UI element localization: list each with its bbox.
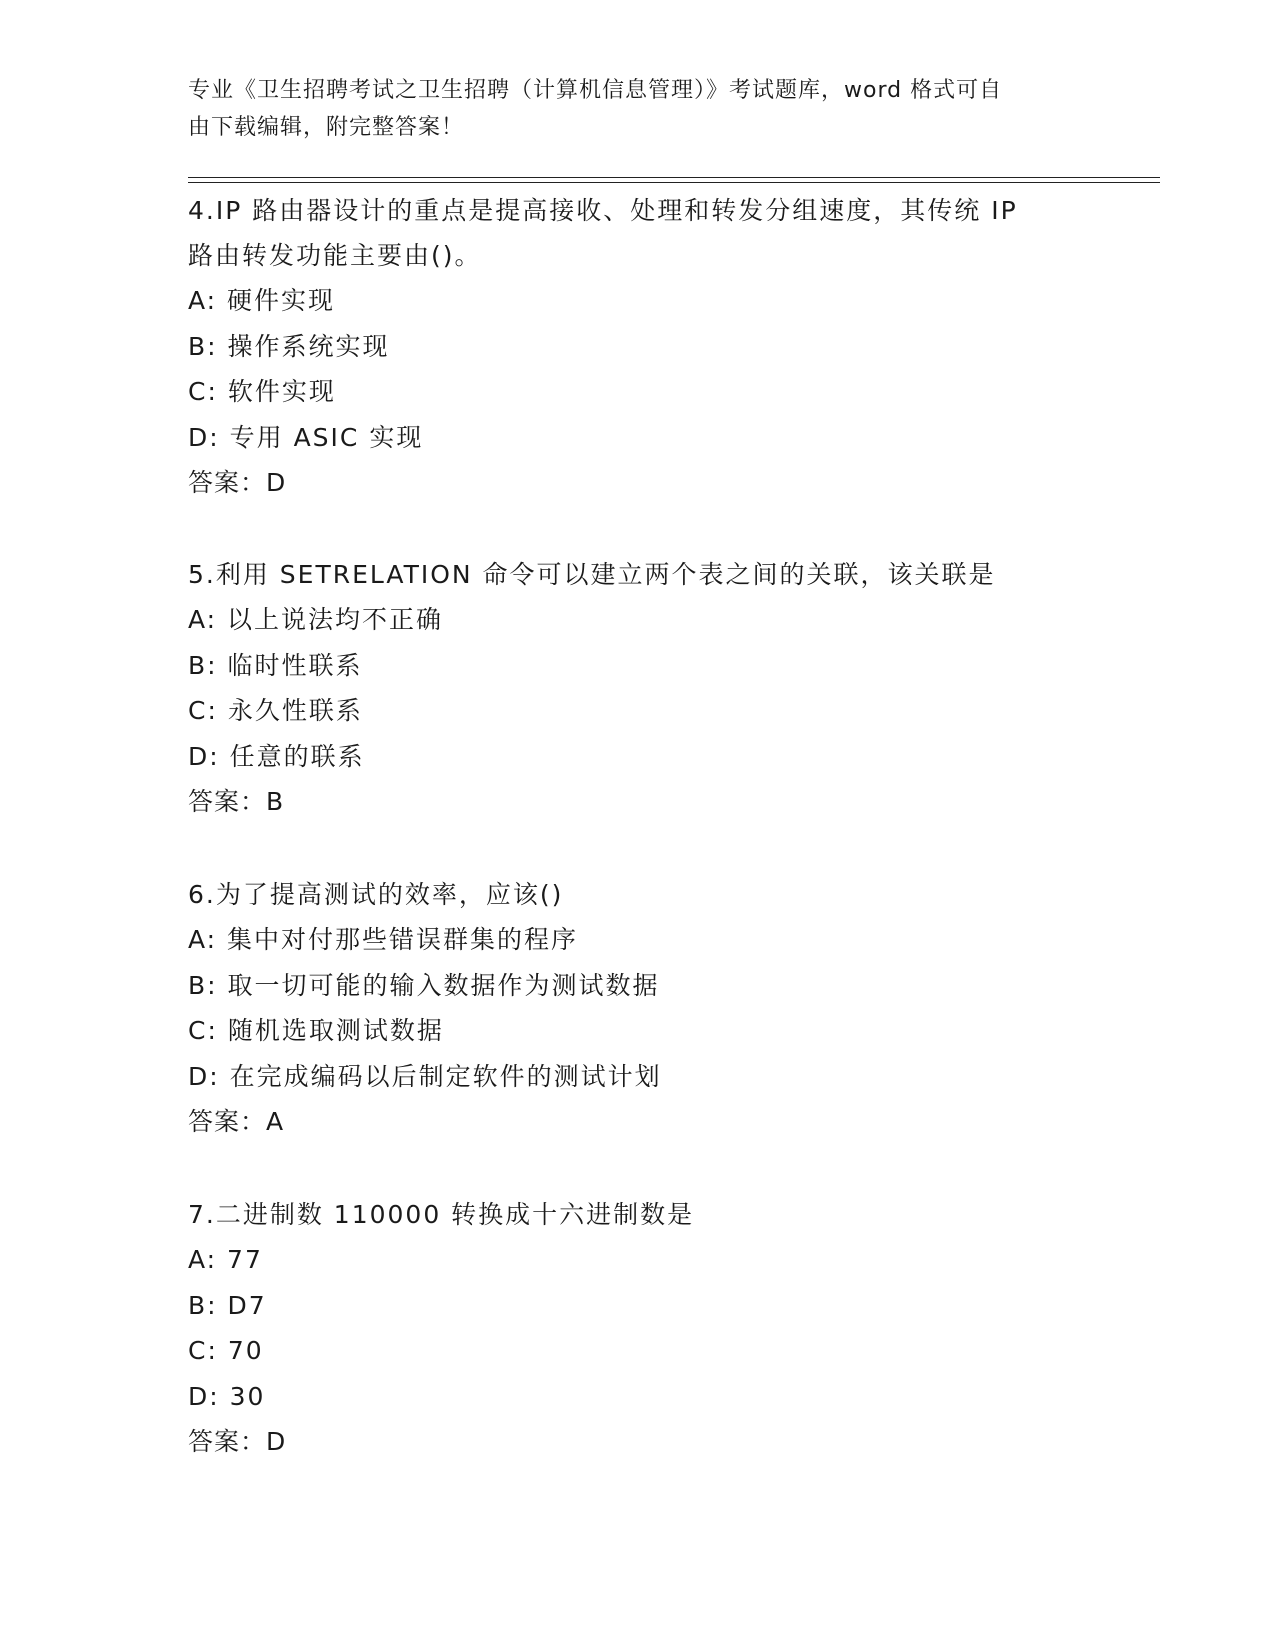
option-a: A: 77 [188, 1245, 263, 1274]
answer-value: B [266, 787, 285, 816]
option-c: C: 软件实现 [188, 377, 336, 406]
document-header [188, 72, 1088, 146]
answer-line [188, 779, 1088, 825]
option-b: B: 临时性联系 [188, 650, 363, 680]
answer-value: D [266, 1427, 287, 1456]
answer-line [188, 1099, 1088, 1145]
option-b: B: 操作系统实现 [188, 331, 390, 361]
header-divider-top [188, 177, 1160, 178]
question-stem: 5.利用 SETRELATION 命令可以建立两个表之间的关联，该关联是 [188, 560, 996, 589]
question-7 [188, 1192, 1088, 1465]
option-d: D: 30 [188, 1381, 266, 1411]
option-c: C: 70 [188, 1336, 264, 1365]
option-a: A: 以上说法均不正确 [188, 605, 444, 634]
answer-value: A [266, 1107, 285, 1136]
question-6 [188, 872, 1088, 1145]
option-b: B: D7 [188, 1290, 267, 1320]
question-stem: 7.二进制数 110000 转换成十六进制数是 [188, 1200, 695, 1229]
option-c: C: 永久性联系 [188, 696, 363, 725]
header-divider-bottom [188, 182, 1160, 183]
option-b: B: 取一切可能的输入数据作为测试数据 [188, 970, 660, 1000]
question-stem: 6.为了提高测试的效率，应该() [188, 880, 564, 909]
option-c: C: 随机选取测试数据 [188, 1016, 444, 1045]
answer-value: D [266, 468, 287, 497]
answer-line [188, 1419, 1088, 1465]
answer-line [188, 460, 1088, 506]
answer-label: 答案： [188, 787, 267, 816]
option-a: A: 硬件实现 [188, 286, 336, 315]
answer-label: 答案： [188, 1427, 267, 1456]
header-line-1: 专业《卫生招聘考试之卫生招聘（计算机信息管理）》考试题库，word 格式可自 [188, 78, 1003, 103]
question-4 [188, 188, 1088, 506]
option-d: D: 任意的联系 [188, 741, 365, 771]
question-stem: 路由转发功能主要由()。 [188, 241, 482, 270]
option-d: D: 专用 ASIC 实现 [188, 422, 424, 452]
option-d: D: 在完成编码以后制定软件的测试计划 [188, 1061, 662, 1091]
answer-label: 答案： [188, 1107, 267, 1136]
question-5 [188, 552, 1088, 825]
header-line-2: 由下载编辑，附完整答案！ [188, 115, 465, 140]
question-stem: 4.IP 路由器设计的重点是提高接收、处理和转发分组速度，其传统 IP [188, 196, 1018, 225]
answer-label: 答案： [188, 468, 267, 497]
option-a: A: 集中对付那些错误群集的程序 [188, 925, 579, 954]
